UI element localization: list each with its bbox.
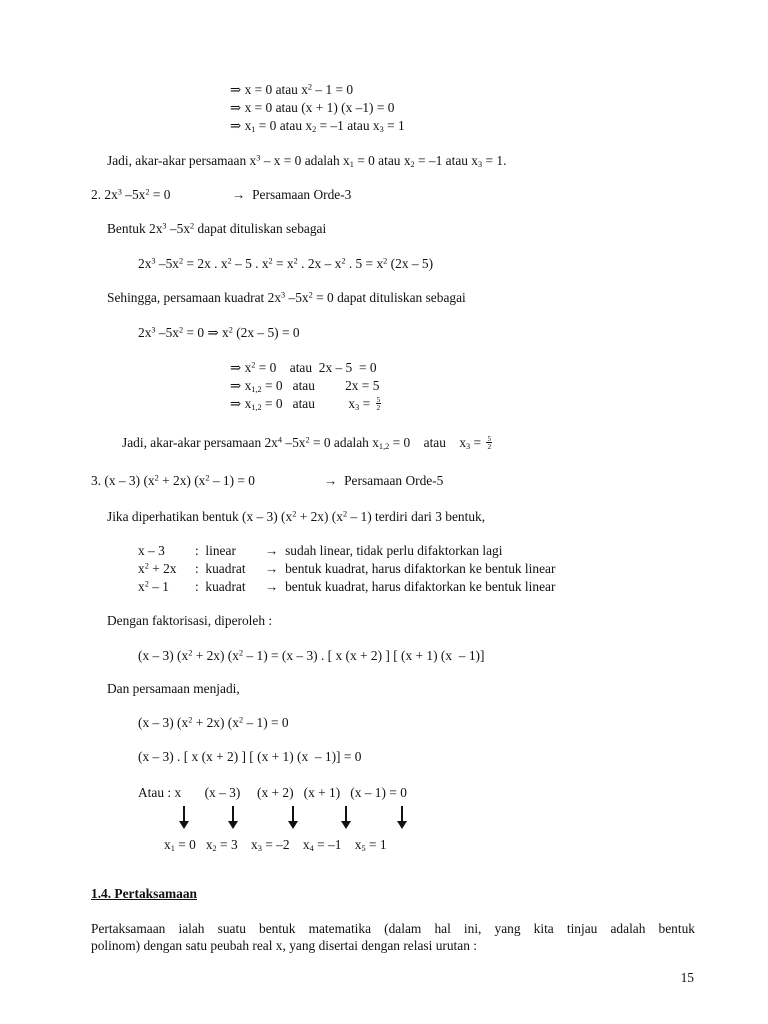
order-label: Persamaan Orde-5 xyxy=(344,473,444,488)
down-arrow-icon xyxy=(401,806,403,822)
jika-line: Jika diperhatikan bentuk (x – 3) $(x^2 + 2x)$ $(x^2 - 1)$ terdiri dari 3 bentuk, xyxy=(107,509,486,524)
down-arrow-icon xyxy=(345,806,347,822)
bentuk-line: Bentuk $2x^3$ $-5x^2$ dapat dituliskan sebagai xyxy=(107,221,327,236)
implies-icon: ⇒ xyxy=(230,378,242,393)
bentuk-intro: dapat dituliskan sebagai xyxy=(197,221,327,236)
case-line-2: ⇒ $x_{1,2} = 0$ atau 2x = 5 xyxy=(230,378,380,395)
order-label: Persamaan Orde-3 xyxy=(252,187,352,202)
right-arrow-icon: → xyxy=(265,561,279,576)
conclusion-1: Jadi, akar-akar persamaan $x^3 - x = 0$ adalah $x_1 = 0$ atau $x_2 = -1$ atau $x_3 = 1$. xyxy=(107,153,507,170)
implies-icon: ⇒ xyxy=(230,360,242,375)
right-arrow-icon: → xyxy=(265,579,279,594)
right-arrow-icon: → xyxy=(232,187,246,202)
step-line-1: ⇒ x = 0 atau $x^2 - 1 = 0$ xyxy=(230,82,354,97)
factor-col: (x + 1) xyxy=(303,785,341,800)
problem-3-title: 3. (x – 3) $(x^2 + 2x)$ $(x^2 - 1) = 0$ xyxy=(91,473,256,488)
dan-line: Dan persamaan menjadi, xyxy=(107,681,240,696)
section-heading: 1.4. Pertaksamaan xyxy=(91,886,198,901)
factor-row-3: $x^2 - 1$ : kuadrat → bentuk kuadrat, harus difaktorkan ke bentuk linear xyxy=(138,579,556,594)
implies-icon: ⇒ xyxy=(230,118,242,133)
conclusion-2: Jadi, akar-akar persamaan $2x^4$ $-5x^2 = 0$ adalah $x_{1,2} = 0$ atau $x_3$ = $\frac{5}{2}$ xyxy=(122,434,492,452)
equation-c xyxy=(138,785,407,801)
case-line-3: ⇒ $x_{1,2} = 0$ atau $x_3$ = $\frac{5}{2}$ xyxy=(230,395,381,413)
dengan-line: Dengan faktorisasi, diperoleh : xyxy=(107,613,273,628)
down-arrow-icon xyxy=(292,806,294,822)
sehingga-line: Sehingga, persamaan kuadrat $2x^3$ $-5x^2 = 0$ dapat dituliskan sebagai xyxy=(107,290,466,305)
problem-3-type xyxy=(324,473,443,489)
atau-x: Atau : x xyxy=(138,785,182,800)
step-line-2: ⇒ x = 0 atau (x + 1) (x –1) = 0 xyxy=(230,100,395,115)
factorization-eq: (x – 3) $(x^2 + 2x)$ $(x^2 - 1) = (x - 3)$ . [ x (x + 2) ] [ (x + 1) (x – 1)] xyxy=(138,648,485,663)
factor-row-2: $x^2 + 2x$ : kuadrat → bentuk kuadrat, harus difaktorkan ke bentuk linear xyxy=(138,561,556,576)
case-line-1: ⇒ $x^2 = 0$ atau 2x – 5 = 0 xyxy=(230,360,377,375)
factor-desc: bentuk kuadrat, harus difaktorkan ke bentuk linear xyxy=(285,561,556,576)
equation-a: (x – 3) $(x^2 + 2x)$ $(x^2 - 1) = 0$ xyxy=(138,715,289,730)
roots-row: $x_1 = 0$ $x_2 = 3$ $x_3 = -2$ $x_4 = -1$ $x_5 = 1$ xyxy=(164,837,387,854)
sehingga-suffix: dapat dituliskan sebagai xyxy=(337,290,466,305)
page-number: 15 xyxy=(680,970,694,985)
factor-row-1: x – 3 : linear → sudah linear, tidak perlu difaktorkan lagi xyxy=(138,543,503,558)
step-line-3: ⇒ $x_1 = 0$ atau $x_2 = -1$ atau $x_3 = 1$ xyxy=(230,118,405,135)
factored-eq: $2x^3$ $-5x^2 = 0$ ⇒ $x^2$ (2x – 5) = 0 xyxy=(138,325,300,340)
implies-icon: ⇒ xyxy=(230,82,242,97)
paragraph-line-1: Pertaksamaan ialah suatu bentuk matematika (dalam hal ini, yang kita tinjau adalah bentuk xyxy=(91,921,695,936)
fraction-5-over-2: $\frac{5}{2}$ xyxy=(376,395,381,413)
sehingga-intro: Sehingga, persamaan kuadrat xyxy=(107,290,265,305)
right-arrow-icon: → xyxy=(265,543,279,558)
down-arrow-icon xyxy=(183,806,185,822)
fraction-5-over-2: $\frac{5}{2}$ xyxy=(487,434,492,452)
implies-icon: ⇒ xyxy=(230,396,242,411)
expansion-line: $2x^3$ $-5x^2 = 2x$ . $x^2 - 5$ . $x^2 = x^2$ . $2x - x^2$ . $5 = x^2$ (2x – 5) xyxy=(138,256,434,271)
equation-b: (x – 3) . [ x (x + 2) ] [ (x + 1) (x – 1)] = 0 xyxy=(138,749,362,764)
problem-2-type xyxy=(232,187,351,203)
factor-desc: sudah linear, tidak perlu difaktorkan lagi xyxy=(285,543,503,558)
paragraph-line-2: polinom) dengan satu peubah real x, yang disertai dengan relasi urutan : xyxy=(91,938,477,953)
factor-col: (x – 1) = 0 xyxy=(350,785,407,800)
factor-col: (x – 3) xyxy=(204,785,241,800)
right-arrow-icon: → xyxy=(324,473,338,488)
implies-icon: ⇒ xyxy=(207,325,219,340)
down-arrow-icon xyxy=(232,806,234,822)
factor-col: (x + 2) xyxy=(257,785,294,800)
problem-2-title: 2. $2x^3$ $-5x^2 = 0$ xyxy=(91,187,171,202)
factor-desc: bentuk kuadrat, harus difaktorkan ke bentuk linear xyxy=(285,579,556,594)
implies-icon: ⇒ xyxy=(230,100,242,115)
